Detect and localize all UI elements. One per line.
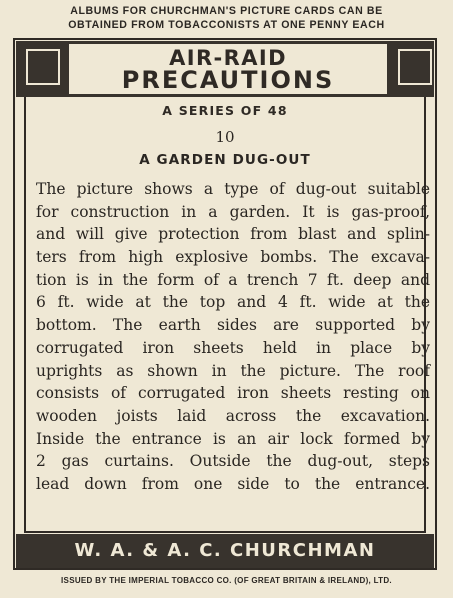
issuer-notice: ISSUED BY THE IMPERIAL TOBACCO CO. (OF GREAT BRITAIN & IRELAND), LTD. — [61, 576, 392, 585]
description-line: Inside the entrance is an air lock formed by — [36, 429, 430, 448]
description-line: bottom. The earth sides are supported by — [36, 316, 430, 335]
description-line: 2 gas curtains. Outside the dug-out, steps — [36, 452, 430, 471]
description-line: 6 ft. wide at the top and 4 ft. wide at the — [36, 293, 430, 312]
description-line: lead down from one side to the entrance. — [36, 474, 430, 493]
description-line: wooden joists laid across the excavation. — [36, 406, 430, 425]
header-right-ornament — [398, 49, 432, 85]
header-left-ornament — [26, 49, 60, 85]
description-line: ters from high explosive bombs. The excava- — [36, 248, 430, 267]
card-title: A GARDEN DUG-OUT — [139, 152, 311, 168]
description-line: tion is in the form of a trench 7 ft. deep and — [36, 270, 430, 289]
album-notice-line-2: OBTAINED FROM TOBACCONISTS AT ONE PENNY EACH — [68, 18, 385, 31]
card-number: 10 — [215, 128, 235, 146]
series-title-line-2: PRECAUTIONS — [121, 66, 335, 94]
card-description — [36, 178, 430, 496]
description-line: consists of corrugated iron sheets resting on — [36, 384, 430, 403]
description-line: and will give protection from blast and splin- — [36, 225, 430, 244]
description-line: The picture shows a type of dug-out suitable — [36, 180, 430, 198]
description-line: uprights as shown in the picture. The roof — [36, 361, 430, 380]
album-notice — [6, 5, 447, 32]
publisher-name: W. A. & A. C. CHURCHMAN — [74, 540, 376, 561]
album-notice-line-1: ALBUMS FOR CHURCHMAN'S PICTURE CARDS CAN BE — [70, 5, 383, 17]
title-plate — [69, 44, 387, 94]
series-count: A SERIES OF 48 — [162, 103, 288, 118]
series-title-line-1: AIR-RAID — [169, 46, 287, 70]
description-line: for construction in a garden. It is gas-proof, — [36, 202, 430, 221]
description-line: corrugated iron sheets held in place by — [36, 338, 430, 357]
